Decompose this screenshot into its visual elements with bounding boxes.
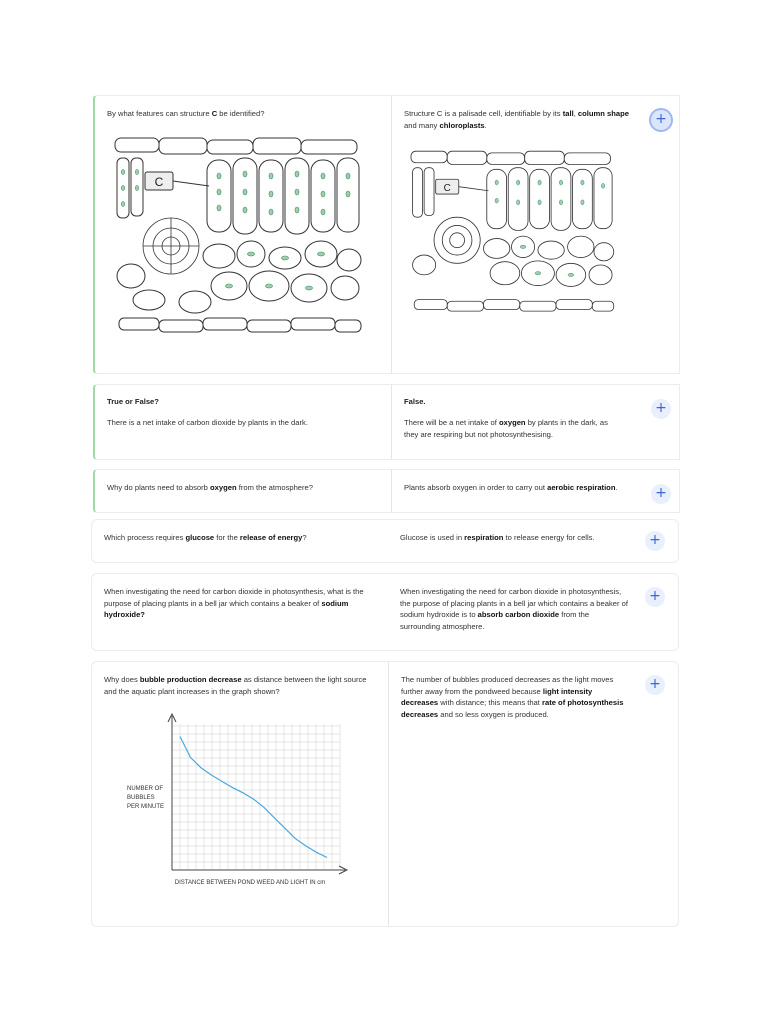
question-text: When investigating the need for carbon dioxide in photosynthesis, what is the purpose of placing plants in a bell jar which contains a beaker of sodium hydroxide? [104, 587, 364, 619]
y-axis-label-line-2: BUBBLES [127, 795, 155, 801]
question-panel [95, 470, 391, 512]
expand-button[interactable]: + [651, 484, 671, 504]
answer-text: There will be a net intake of oxygen by plants in the dark, as they are respiring but not photosynthesising. [404, 418, 608, 439]
question-panel [95, 96, 391, 373]
question-text: By what features can structure C be identified? [107, 109, 265, 118]
answer-text: Plants absorb oxygen in order to carry out aerobic respiration. [404, 483, 618, 492]
flashcard-palisade[interactable] [93, 95, 680, 374]
answer-text: Glucose is used in respiration to release energy for cells. [400, 533, 595, 542]
question-text: Which process requires glucose for the release of energy? [104, 533, 307, 542]
answer-panel [388, 662, 678, 926]
expand-button[interactable]: + [645, 587, 665, 607]
question-text: There is a net intake of carbon dioxide by plants in the dark. [107, 418, 308, 427]
answer-panel [391, 470, 679, 512]
question-panel [92, 662, 388, 926]
flashcard-sodium-hydroxide[interactable] [91, 573, 679, 651]
series-line [180, 737, 327, 858]
flashcard-glucose[interactable] [91, 519, 679, 563]
answer-panel [391, 96, 679, 373]
question-heading: True or False? [107, 397, 159, 406]
question-panel [92, 574, 388, 650]
expand-button[interactable]: + [645, 675, 665, 695]
answer-text: Structure C is a palisade cell, identifiable by its tall, column shape and many chloroplasts. [404, 109, 629, 130]
y-axis-label-line-3: PER MINUTE [127, 804, 165, 810]
answer-panel [388, 520, 678, 562]
vascular-bundle [143, 218, 199, 274]
question-text: Why does bubble production decrease as distance between the light source and the aquatic plant increases in the graph shown? [104, 675, 367, 696]
structure-c-label [145, 172, 209, 190]
svg-text:C: C [154, 175, 164, 189]
x-axis-label: DISTANCE BETWEEN POND WEED AND LIGHT IN cm [174, 880, 326, 886]
answer-panel [391, 385, 679, 459]
y-axis-label-line-1: NUMBER OF [127, 786, 163, 792]
answer-text: When investigating the need for carbon dioxide in photosynthesis, the purpose of placing plants in a bell jar which contains a beaker of sodium hydroxide is to absorb carbon dioxide from the surrounding atmosphere. [400, 587, 628, 631]
question-panel [95, 385, 391, 459]
question-text: Why do plants need to absorb oxygen from the atmosphere? [107, 483, 314, 492]
svg-text:C: C [443, 182, 451, 194]
flashcard-bubble-production[interactable] [91, 661, 679, 927]
leaf-cross-section-diagram [109, 136, 371, 336]
flashcard-oxygen[interactable] [93, 469, 680, 513]
answer-text: The number of bubbles produced decreases as the light moves further away from the pondweed because light intensity decreases with distance; this means that rate of photosynthesis decreases and so less oxygen is produced. [401, 675, 624, 719]
expand-button[interactable]: + [645, 531, 665, 551]
lower-epidermis [119, 318, 361, 332]
answer-panel [388, 574, 678, 650]
expand-button[interactable]: + [651, 399, 671, 419]
expand-button[interactable]: + [651, 110, 671, 130]
flashcard-true-false[interactable] [93, 384, 680, 460]
question-panel [92, 520, 388, 562]
graph-grid [172, 724, 340, 870]
bubble-rate-graph [120, 710, 360, 900]
answer-heading: False. [404, 397, 426, 406]
leaf-cross-section-diagram-answer [406, 148, 622, 316]
upper-epidermis [115, 138, 357, 154]
